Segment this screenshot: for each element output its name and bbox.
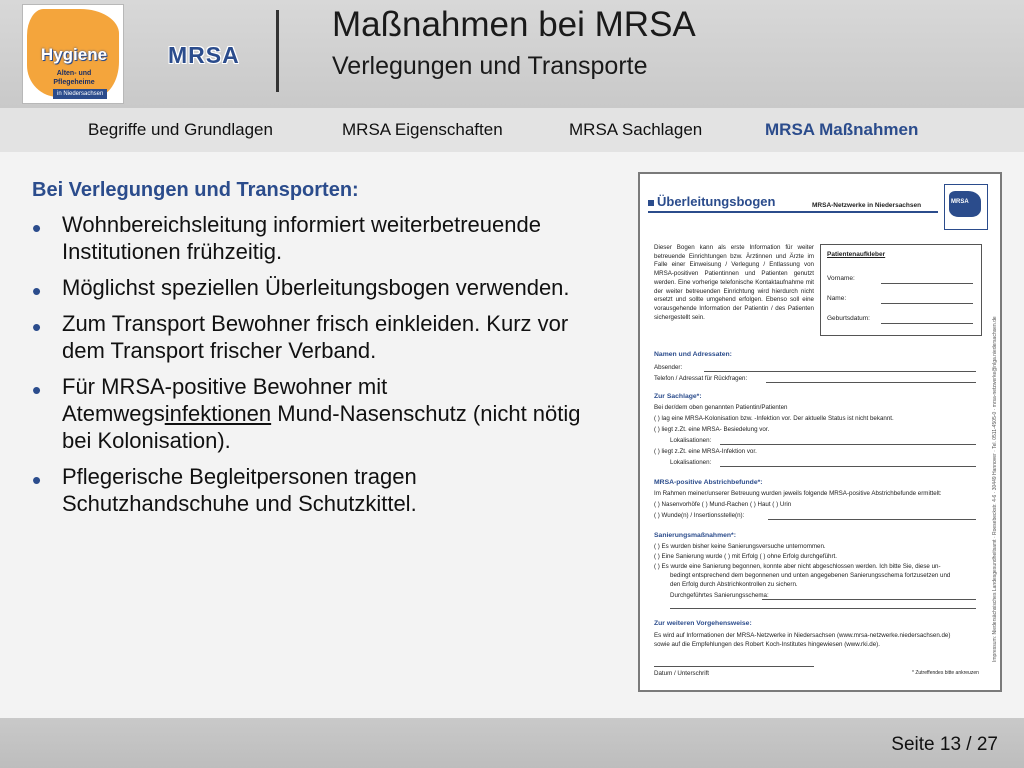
bullet-item bbox=[32, 463, 592, 517]
sanierung-option-3: ( ) Es wurde eine Sanierung begonnen, konnte aber nicht abgeschlossen werden. Ich bitte Sie, diese un- bbox=[654, 563, 941, 570]
bullet-dot-icon: • bbox=[32, 375, 42, 405]
lokalisation-label: Lokalisationen: bbox=[670, 459, 712, 466]
sachlage-option-3: ( ) liegt z.Zt. eine MRSA-Infektion vor. bbox=[654, 448, 757, 455]
document-title bbox=[648, 194, 775, 209]
document-side-imprint bbox=[990, 234, 998, 674]
nav-item-sachlagen[interactable]: MRSA Sachlagen bbox=[569, 120, 703, 139]
bullet-dot-icon: • bbox=[32, 213, 42, 243]
sanierung-option-1: ( ) Es wurden bisher keine Sanierungsversuche unternommen. bbox=[654, 543, 826, 550]
abstrich-intro: Im Rahmen meiner/unserer Betreuung wurden jeweils folgende MRSA-positive Abstrichbefunde ermittelt: bbox=[654, 490, 942, 497]
section-abstrich: MRSA-positive Abstrichbefunde*: bbox=[654, 479, 763, 486]
slide-footer bbox=[0, 718, 1024, 768]
nav-item-begriffe[interactable]: Begriffe und Grundlagen bbox=[88, 120, 273, 139]
sanierung-option-3-cont: den Erfolg durch Abstrichkontrollen zu sichern. bbox=[670, 581, 798, 588]
bullet-text: Zum Transport Bewohner frisch einkleiden. Kurz vor dem Transport frischer Verband. bbox=[62, 311, 569, 363]
weiter-text-2: sowie auf die Empfehlungen des Robert Koch-Institutes hingewiesen (www.rki.de). bbox=[654, 641, 880, 648]
bullet-dot-icon: • bbox=[32, 276, 42, 306]
section-sanierung: Sanierungsmaßnahmen*: bbox=[654, 532, 736, 539]
content-heading: Bei Verlegungen und Transporten: bbox=[32, 179, 359, 201]
title-square-icon bbox=[648, 200, 654, 206]
hygiene-logo bbox=[22, 4, 124, 104]
ueberleitungsbogen-document bbox=[638, 172, 1002, 692]
bullet-text: Pflegerische Begleitpersonen tragen Schutzhandschuhe und Schutzkittel. bbox=[62, 464, 417, 516]
bullet-text: Für MRSA-positive Bewohner mit Atemwegs bbox=[62, 374, 388, 426]
name-line bbox=[881, 303, 973, 304]
logo-subtitle-line1: Alten- und bbox=[56, 70, 92, 77]
weiter-text-1: Es wird auf Informationen der MRSA-Netzwerke in Niedersachsen (www.mrsa-netzwerke.niedersachsen.de) bbox=[654, 632, 951, 639]
patient-label-heading: Patientenaufkleber bbox=[827, 251, 886, 258]
bullet-text-underlined: infektionen bbox=[164, 401, 272, 426]
bullet-item bbox=[32, 274, 592, 306]
document-header-line bbox=[648, 211, 938, 213]
bullet-item bbox=[32, 211, 592, 265]
patient-label-box bbox=[820, 244, 982, 336]
logo-subtitle bbox=[31, 69, 117, 87]
sanierung-option-3-cont: bedingt entsprechend dem begonnenen und unten angegebenen Sanierungsschema fortzusetzen und bbox=[670, 572, 951, 579]
brand-label: MRSA bbox=[168, 42, 240, 68]
schema-line bbox=[762, 599, 976, 600]
section-weiter: Zur weiteren Vorgehensweise: bbox=[654, 620, 752, 627]
telefon-label: Telefon / Adressat für Rückfragen: bbox=[654, 375, 748, 382]
logo-title: Hygiene bbox=[40, 45, 108, 64]
slide-subtitle: Verlegungen und Transporte bbox=[332, 52, 648, 80]
slide-title: Maßnahmen bei MRSA bbox=[332, 5, 696, 44]
sanierung-option-2: ( ) Eine Sanierung wurde ( ) mit Erfolg ( ) ohne Erfolg durchgeführt. bbox=[654, 553, 837, 560]
sachlage-intro: Bei der/dem oben genannten Patientin/Patienten bbox=[654, 404, 788, 411]
schema-label: Durchgeführtes Sanierungsschema: bbox=[670, 592, 769, 599]
bullet-dot-icon: • bbox=[32, 312, 42, 342]
name-label: Name: bbox=[827, 295, 847, 302]
absender-label: Absender: bbox=[654, 364, 683, 371]
footnote: * Zutreffendes bitte ankreuzen bbox=[912, 670, 979, 676]
section-names: Namen und Adressaten: bbox=[654, 351, 732, 358]
side-imprint-text: Impressum: Niedersächsisches Landesgesundheitsamt · Roesebeckstr. 4-6 · 30449 Hannover · Tel. 0511-4505-0 · mrsa-netzwerke@nlga.niedersachsen.de bbox=[992, 316, 998, 662]
bullet-text: Wohnbereichsleitung informiert weiterbetreuende Institutionen frühzeitig. bbox=[62, 212, 541, 264]
signature-line bbox=[654, 666, 814, 667]
vorname-line bbox=[881, 283, 973, 284]
bullet-list bbox=[32, 211, 592, 526]
absender-line bbox=[704, 371, 976, 372]
bullet-text: Möglichst speziellen Überleitungsbogen verwenden. bbox=[62, 275, 570, 300]
logo-region: in Niedersachsen bbox=[53, 89, 107, 99]
schema-line bbox=[670, 608, 976, 609]
lokalisation-line bbox=[720, 466, 976, 467]
bullet-item bbox=[32, 373, 592, 454]
sachlage-option-1: ( ) lag eine MRSA-Kolonisation bzw. -Infektion vor. Der aktuelle Status ist nicht bekannt. bbox=[654, 415, 894, 422]
document-intro: Dieser Bogen kann als erste Information für weiter betreuende Einrichtungen bzw. Ärztinnen und Ärzte im Falle einer Einweisung / Verlegung / Entlassung von MRSA-positiven Patientinnen und Patienten genutzt werden. Eine vorherige telefonische Kontaktaufnahme mit der weiter betreuenden Einrichtung wird hierdurch nicht ersetzt und sollte umgehend erfolgen. Ebenso soll eine vorausgehende Information der Patientin / des Patienten sichergestellt sein. bbox=[654, 244, 814, 321]
document-network: MRSA-Netzwerke in Niedersachsen bbox=[812, 202, 922, 209]
mini-logo-text: MRSA bbox=[951, 199, 969, 205]
section-nav bbox=[0, 108, 1024, 152]
bullet-text: Mund-Nasenschutz (nicht nötig bei Kolonisation). bbox=[62, 401, 581, 453]
header-divider bbox=[276, 10, 279, 92]
page-number: Seite 13 / 27 bbox=[891, 734, 998, 755]
abstrich-line bbox=[768, 519, 976, 520]
mrsa-network-logo bbox=[944, 184, 988, 230]
lokalisation-line bbox=[720, 444, 976, 445]
logo-subtitle-line2: Pflegeheime bbox=[53, 79, 95, 86]
document-title-text: Überleitungsbogen bbox=[657, 194, 776, 209]
nav-item-eigenschaften[interactable]: MRSA Eigenschaften bbox=[342, 120, 503, 139]
slide-header bbox=[0, 0, 1024, 108]
bullet-item bbox=[32, 310, 592, 364]
section-sachlage: Zur Sachlage*: bbox=[654, 393, 702, 400]
sachlage-option-2: ( ) liegt z.Zt. eine MRSA- Besiedelung vor. bbox=[654, 426, 770, 433]
telefon-line bbox=[766, 382, 976, 383]
nav-item-massnahmen[interactable]: MRSA Maßnahmen bbox=[765, 120, 919, 139]
vorname-label: Vorname: bbox=[827, 275, 855, 282]
geburtsdatum-label: Geburtsdatum: bbox=[827, 315, 870, 322]
bullet-dot-icon: • bbox=[32, 465, 42, 495]
datum-label: Datum / Unterschrift bbox=[654, 670, 710, 677]
lokalisation-label: Lokalisationen: bbox=[670, 437, 712, 444]
abstrich-option-2: ( ) Wunde(n) / Insertionsstelle(n): bbox=[654, 512, 745, 519]
geburtsdatum-line bbox=[881, 323, 973, 324]
abstrich-option-1: ( ) Nasenvorhöfe ( ) Mund-Rachen ( ) Haut ( ) Urin bbox=[654, 501, 792, 508]
